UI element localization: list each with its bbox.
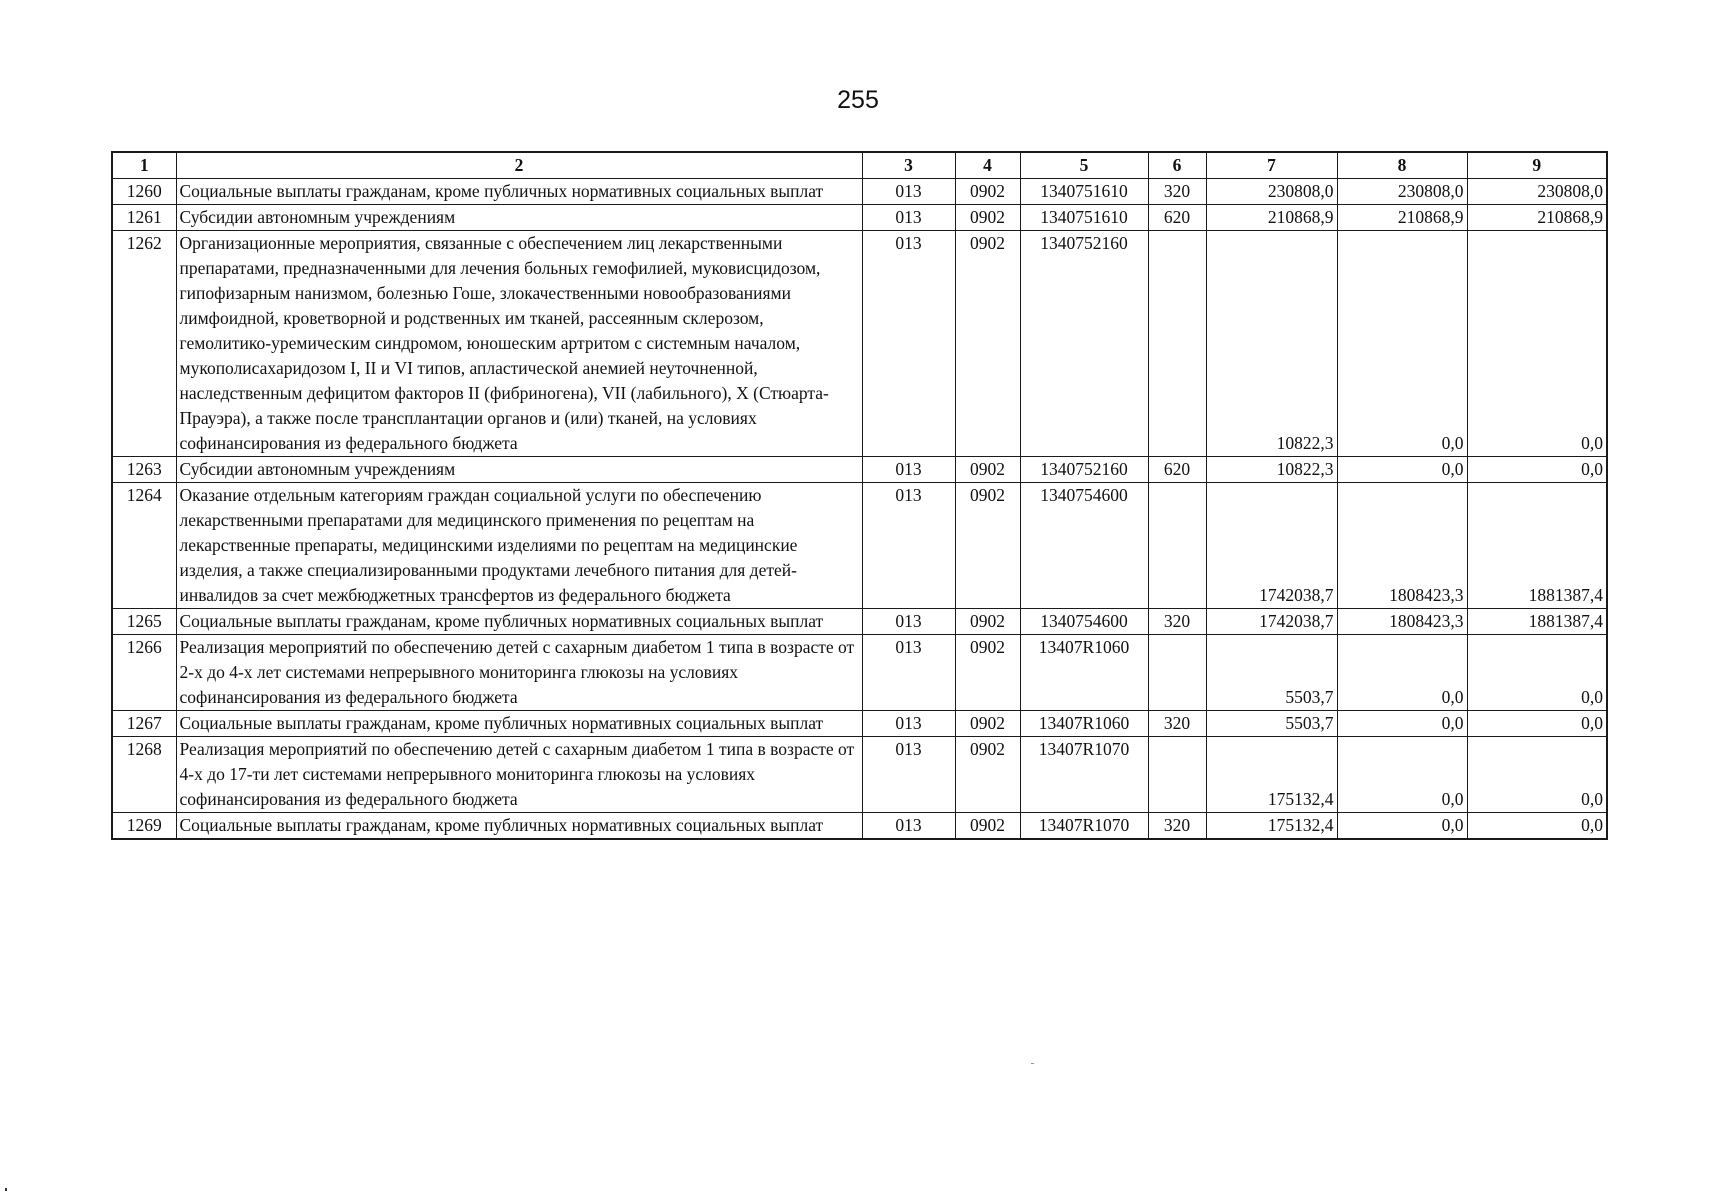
expense-type-code (1148, 231, 1206, 457)
row-number: 1266 (112, 635, 176, 711)
table-row (112, 231, 1607, 457)
target-article-code: 13407R1070 (1020, 737, 1148, 813)
amount-col-7: 5503,7 (1206, 635, 1337, 711)
row-description: Субсидии автономным учреждениям (176, 457, 862, 483)
row-number: 1263 (112, 457, 176, 483)
amount-col-9: 1881387,4 (1467, 483, 1607, 609)
expense-type-code (1148, 737, 1206, 813)
amount-col-9: 0,0 (1467, 231, 1607, 457)
column-header-8: 8 (1337, 152, 1467, 179)
amount-col-8: 0,0 (1337, 635, 1467, 711)
ministry-code: 013 (862, 813, 955, 840)
row-number: 1260 (112, 179, 176, 205)
table-row (112, 483, 1607, 609)
table-row (112, 813, 1607, 840)
expense-type-code: 620 (1148, 457, 1206, 483)
section-code: 0902 (955, 483, 1020, 609)
ministry-code: 013 (862, 179, 955, 205)
amount-col-7: 210868,9 (1206, 205, 1337, 231)
ministry-code: 013 (862, 609, 955, 635)
expense-type-code: 320 (1148, 609, 1206, 635)
amount-col-9: 0,0 (1467, 457, 1607, 483)
row-description: Социальные выплаты гражданам, кроме публичных нормативных социальных выплат (176, 813, 862, 840)
amount-col-7: 175132,4 (1206, 813, 1337, 840)
amount-col-8: 0,0 (1337, 813, 1467, 840)
section-code: 0902 (955, 179, 1020, 205)
column-header-7: 7 (1206, 152, 1337, 179)
amount-col-7: 10822,3 (1206, 457, 1337, 483)
expense-type-code: 320 (1148, 179, 1206, 205)
section-code: 0902 (955, 205, 1020, 231)
row-description: Оказание отдельным категориям граждан социальной услуги по обеспечению лекарственными препаратами для медицинского применения по рецептам на лекарственные препараты, медицинскими изделиями по рецептам на медицинские изделия, а также специализированными продуктами лечебного питания для детей-инвалидов за счет межбюджетных трансфертов из федерального бюджета (176, 483, 862, 609)
table-row (112, 635, 1607, 711)
section-code: 0902 (955, 609, 1020, 635)
row-description: Субсидии автономным учреждениям (176, 205, 862, 231)
table-row (112, 737, 1607, 813)
target-article-code: 1340752160 (1020, 457, 1148, 483)
section-code: 0902 (955, 231, 1020, 457)
row-description: Реализация мероприятий по обеспечению детей с сахарным диабетом 1 типа в возрасте от 2-х до 4-х лет системами непрерывного мониторинга глюкозы на условиях софинансирования из федерального бюджета (176, 635, 862, 711)
row-description: Социальные выплаты гражданам, кроме публичных нормативных социальных выплат (176, 711, 862, 737)
amount-col-9: 0,0 (1467, 711, 1607, 737)
table-row (112, 711, 1607, 737)
amount-col-9: 0,0 (1467, 635, 1607, 711)
section-code: 0902 (955, 737, 1020, 813)
row-description: Реализация мероприятий по обеспечению детей с сахарным диабетом 1 типа в возрасте от 4-х до 17-ти лет системами непрерывного мониторинга глюкозы на условиях софинансирования из федерального бюджета (176, 737, 862, 813)
row-number: 1267 (112, 711, 176, 737)
row-number: 1269 (112, 813, 176, 840)
header-row (112, 152, 1607, 179)
section-code: 0902 (955, 711, 1020, 737)
amount-col-8: 1808423,3 (1337, 483, 1467, 609)
amount-col-8: 230808,0 (1337, 179, 1467, 205)
expense-type-code: 320 (1148, 813, 1206, 840)
amount-col-8: 0,0 (1337, 457, 1467, 483)
ministry-code: 013 (862, 231, 955, 457)
expense-type-code: 620 (1148, 205, 1206, 231)
target-article-code: 1340751610 (1020, 179, 1148, 205)
column-header-3: 3 (862, 152, 955, 179)
budget-table (111, 151, 1608, 840)
section-code: 0902 (955, 635, 1020, 711)
section-code: 0902 (955, 457, 1020, 483)
expense-type-code (1148, 635, 1206, 711)
column-header-6: 6 (1148, 152, 1206, 179)
row-number: 1261 (112, 205, 176, 231)
column-header-5: 5 (1020, 152, 1148, 179)
amount-col-9: 230808,0 (1467, 179, 1607, 205)
amount-col-8: 1808423,3 (1337, 609, 1467, 635)
row-description: Социальные выплаты гражданам, кроме публичных нормативных социальных выплат (176, 609, 862, 635)
amount-col-7: 175132,4 (1206, 737, 1337, 813)
table-row (112, 179, 1607, 205)
ministry-code: 013 (862, 483, 955, 609)
amount-col-7: 10822,3 (1206, 231, 1337, 457)
target-article-code: 1340752160 (1020, 231, 1148, 457)
amount-col-9: 0,0 (1467, 813, 1607, 840)
expense-type-code (1148, 483, 1206, 609)
target-article-code: 1340754600 (1020, 609, 1148, 635)
amount-col-8: 0,0 (1337, 737, 1467, 813)
row-number: 1264 (112, 483, 176, 609)
expense-type-code: 320 (1148, 711, 1206, 737)
table-row (112, 609, 1607, 635)
amount-col-9: 210868,9 (1467, 205, 1607, 231)
column-header-2: 2 (176, 152, 862, 179)
amount-col-8: 0,0 (1337, 711, 1467, 737)
target-article-code: 13407R1060 (1020, 711, 1148, 737)
amount-col-7: 1742038,7 (1206, 609, 1337, 635)
column-header-1: 1 (112, 152, 176, 179)
column-header-9: 9 (1467, 152, 1607, 179)
amount-col-9: 0,0 (1467, 737, 1607, 813)
scan-speck (5, 1188, 7, 1191)
amount-col-9: 1881387,4 (1467, 609, 1607, 635)
target-article-code: 13407R1070 (1020, 813, 1148, 840)
ministry-code: 013 (862, 457, 955, 483)
target-article-code: 1340754600 (1020, 483, 1148, 609)
row-number: 1262 (112, 231, 176, 457)
ministry-code: 013 (862, 737, 955, 813)
ministry-code: 013 (862, 205, 955, 231)
target-article-code: 1340751610 (1020, 205, 1148, 231)
amount-col-7: 230808,0 (1206, 179, 1337, 205)
table-row (112, 205, 1607, 231)
table-row (112, 457, 1607, 483)
target-article-code: 13407R1060 (1020, 635, 1148, 711)
row-description: Организационные мероприятия, связанные с обеспечением лиц лекарственными препаратами, предназначенными для лечения больных гемофилией, муковисцидозом, гипофизарным нанизмом, болезнью Гоше, злокачественными новообразованиями лимфоидной, кроветворной и родственных им тканей, рассеянным склерозом, гемолитико-уремическим синдромом, юношеским артритом с системным началом, мукополисахаридозом I, II и VI типов, апластической анемией неуточненной, наследственным дефицитом факторов II (фибриногена), VII (лабильного), X (Стюарта-Прауэра), а также после трансплантации органов и (или) тканей, на условиях софинансирования из федерального бюджета (176, 231, 862, 457)
page-number: 255 (837, 86, 879, 114)
row-number: 1265 (112, 609, 176, 635)
row-number: 1268 (112, 737, 176, 813)
section-code: 0902 (955, 813, 1020, 840)
amount-col-8: 0,0 (1337, 231, 1467, 457)
ministry-code: 013 (862, 711, 955, 737)
column-header-4: 4 (955, 152, 1020, 179)
ministry-code: 013 (862, 635, 955, 711)
amount-col-7: 5503,7 (1206, 711, 1337, 737)
amount-col-7: 1742038,7 (1206, 483, 1337, 609)
amount-col-8: 210868,9 (1337, 205, 1467, 231)
row-description: Социальные выплаты гражданам, кроме публичных нормативных социальных выплат (176, 179, 862, 205)
scan-speck (1031, 1063, 1034, 1064)
